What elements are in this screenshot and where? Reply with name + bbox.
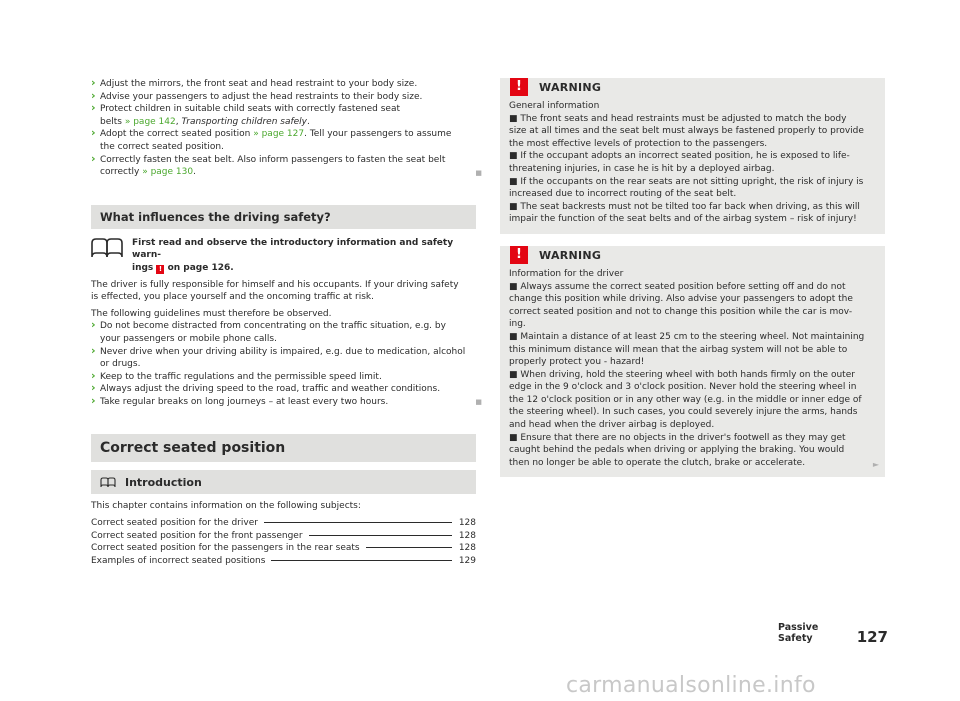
chevron-right-icon: ›	[91, 393, 96, 407]
continue-arrow-icon: ►	[872, 460, 879, 470]
chevron-right-icon: ›	[91, 368, 96, 382]
left-column	[91, 76, 482, 567]
introduction-heading: Introduction	[91, 470, 476, 494]
paragraph: This chapter contains information on the following subjects:	[91, 501, 361, 512]
footer-section-title: Passive Safety	[778, 622, 819, 644]
list-item: › Protect children in suitable child seats with correctly fastened seat belts » page 142, Transporting children safely.	[91, 101, 400, 127]
toc-entry[interactable]: Examples of incorrect seated positions 129	[91, 555, 476, 566]
page-link[interactable]: » page 127	[253, 129, 305, 140]
right-column	[500, 78, 885, 477]
list-item: › Keep to the traffic regulations and the permissible speed limit.	[91, 368, 382, 382]
chapter-heading: Correct seated position	[91, 434, 476, 462]
toc-entry[interactable]: Correct seated position for the driver 128	[91, 518, 476, 529]
list-item: › Adjust the mirrors, the front seat and head restraint to your body size.	[91, 76, 418, 89]
list-item: › Never drive when your driving ability is impaired, e.g. due to medication, alcohol or drugs.	[91, 343, 466, 370]
list-item: › Advise your passengers to adjust the head restraints to their body size.	[91, 88, 423, 102]
warning-icon: !	[510, 78, 528, 96]
list-item: › Correctly fasten the seat belt. Also inform passengers to fasten the seat belt correctly » page 130.	[91, 151, 446, 178]
warning-box	[500, 78, 885, 234]
warning-icon: !	[156, 265, 164, 274]
toc-entry[interactable]: Correct seated position for the front passenger 128	[91, 530, 476, 541]
section-reference: Transporting children safely	[181, 116, 308, 127]
paragraph: The following guidelines must therefore be observed.	[91, 308, 332, 319]
list-item: › Do not become distracted from concentrating on the traffic situation, e.g. by your passengers or mobile phone calls.	[91, 318, 446, 344]
paragraph: The driver is fully responsible for himself and his occupants. If your driving safety is effected, you place yourself and the oncoming traffic at risk.	[91, 279, 459, 303]
warning-header	[509, 246, 876, 268]
page-number: 127	[856, 628, 888, 646]
warning-text: General information ■ The front seats and head restraints must be adjusted to match the body size at all times and the seat belt must always be fastened properly to provide the most effective levels of protection to the passengers. ■ If the occupant adopts an incorrect seated position, he is exposed to life- threatening injuries, in case he is hit by a deployed airbag. ■ If the occupants on the rear seats are not sitting upright, the risk of injury is increased due to incorrect routing of the seat belt. ■ The seat backrests must not be tilted too far back when driving, as this will impair the function of the seat belts and of the airbag system – risk of injury!	[509, 101, 864, 225]
warning-text: Information for the driver ■ Always assume the correct seated position before setting off and do not change this position while driving. Also advise your passengers to adopt the correct seated position and not to change this position while the car is mov- ing. ■ Maintain a distance of at least 25 cm to the steering wheel. Not maintaining this minimum distance will mean that the airbag system will not be able to properly protect you - hazard! ■ When driving, hold the steering wheel with both hands firmly on the outer edge in the 9 o'clock and 3 o'clock position. Never hold the steering wheel in the 12 o'clock position or in any other way (e.g. in the middle or inner edge of the steering wheel). In such cases, you could severely injure the arms, hands and head when the driver airbag is deployed. ■ Ensure that there are no objects in the driver's footwell as they may get caught behind the pedals when driving or applying the braking. You would then no longer be able to operate the clutch, brake or accelerate.	[509, 268, 865, 468]
note	[91, 237, 476, 275]
warning-title: WARNING	[539, 81, 602, 94]
warning-box	[500, 246, 885, 478]
chevron-right-icon: ›	[91, 318, 96, 332]
section-end-icon: ■	[475, 168, 482, 177]
list-item: › Adopt the correct seated position » page 127. Tell your passengers to assume the correct seated position.	[91, 126, 452, 152]
watermark: carmanualsonline.info	[566, 673, 816, 698]
list-item: › Take regular breaks on long journeys – at least every two hours.	[91, 393, 389, 407]
page-link[interactable]: » page 130	[142, 167, 194, 178]
chevron-right-icon: ›	[91, 343, 96, 357]
chevron-right-icon: ›	[91, 76, 96, 89]
table-of-contents	[91, 517, 476, 567]
page-link[interactable]: » page 142	[124, 116, 176, 127]
chevron-right-icon: ›	[91, 381, 96, 395]
section-heading: What influences the driving safety?	[91, 205, 476, 229]
toc-entry[interactable]: Correct seated position for the passengers in the rear seats 128	[91, 543, 476, 554]
book-icon	[100, 477, 116, 488]
book-icon	[91, 237, 123, 259]
chevron-right-icon: ›	[91, 151, 96, 165]
warning-icon: !	[510, 246, 528, 264]
section-end-icon: ■	[475, 398, 482, 407]
page-footer	[778, 622, 888, 646]
note-text: First read and observe the introductory information and safety warn- ings ! on page 126.	[132, 237, 454, 273]
chevron-right-icon: ›	[91, 126, 96, 140]
warning-title: WARNING	[539, 248, 602, 262]
chevron-right-icon: ›	[91, 88, 96, 102]
chevron-right-icon: ›	[91, 101, 96, 115]
warning-header	[509, 78, 876, 100]
list-item: › Always adjust the driving speed to the road, traffic and weather conditions.	[91, 381, 441, 395]
